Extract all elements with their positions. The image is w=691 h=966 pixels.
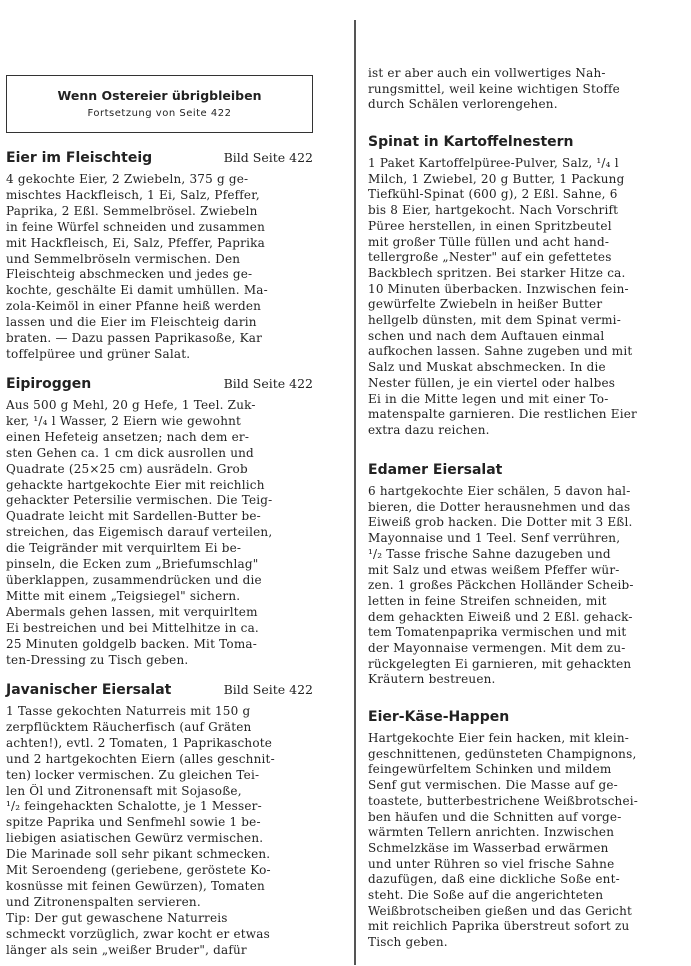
text-line: Senf gut vermischen. Die Masse auf ge- bbox=[368, 778, 618, 793]
text-line: sten Gehen ca. 1 cm dick ausrollen und bbox=[6, 445, 254, 460]
text-line: schen und nach dem Auftauen einmal bbox=[368, 328, 605, 343]
text-line: Backblech spritzen. Bei starker Hitze ca. bbox=[368, 265, 626, 280]
text-line: Salz und Muskat abschmecken. In die bbox=[368, 360, 606, 375]
text-line: Die Marinade soll sehr pikant schmecken. bbox=[6, 847, 271, 862]
text-line: in feine Würfel schneiden und zusammen bbox=[6, 219, 266, 234]
text-line: länger als sein „weißer Bruder", dafür bbox=[6, 942, 247, 957]
recipe-text bbox=[368, 484, 681, 688]
text-line: ¹/₂ feingehackten Schalotte, je 1 Messer- bbox=[6, 799, 262, 814]
box-subtitle: Fortsetzung von Seite 422 bbox=[87, 108, 232, 119]
text-line: der Mayonnaise vermengen. Mit dem zu- bbox=[368, 641, 626, 656]
recipe-title: Javanischer Eiersalat bbox=[6, 682, 172, 698]
text-line: Eiweiß grob hacken. Die Dotter mit 3 Eßl. bbox=[368, 515, 633, 530]
text-line: zen. 1 großes Päckchen Holländer Scheib- bbox=[368, 578, 634, 593]
text-line: Tiefkühl-Spinat (600 g), 2 Eßl. Sahne, 6 bbox=[368, 187, 618, 202]
text-line: ist er aber auch ein vollwertiges Nah- bbox=[368, 66, 606, 80]
text-line: 1 Paket Kartoffelpüree-Pulver, Salz, ¹/₄ l bbox=[368, 156, 619, 170]
text-line: ¹/₂ Tasse frische Sahne dazugeben und bbox=[368, 546, 611, 561]
text-line: streichen, das Eigemisch darauf verteilen, bbox=[6, 525, 273, 540]
recipe-text bbox=[368, 156, 681, 439]
text-line: zerpflücktem Räucherfisch (auf Gräten bbox=[6, 719, 252, 734]
text-line: 10 Minuten überbacken. Inzwischen fein- bbox=[368, 281, 629, 296]
text-line: kochte, geschälte Ei damit umhüllen. Ma- bbox=[6, 283, 268, 298]
text-line: 1 Tasse gekochten Naturreis mit 150 g bbox=[6, 704, 251, 718]
text-line: tem Tomatenpaprika vermischen und mit bbox=[368, 625, 627, 640]
text-line: kosnüsse mit feinen Gewürzen), Tomaten bbox=[6, 878, 265, 893]
text-line: matenspalte garnieren. Die restlichen Eier bbox=[368, 407, 637, 422]
picture-reference: Bild Seite 422 bbox=[223, 376, 313, 391]
text-line: Ei in die Mitte legen und mit einer To- bbox=[368, 391, 609, 406]
text-line: Ei bestreichen und bei Mittelhitze in ca. bbox=[6, 620, 259, 635]
text-line: Mit Seroendeng (geriebene, geröstete Ko- bbox=[6, 863, 271, 878]
text-line: bieren, die Dotter herausnehmen und das bbox=[368, 499, 631, 514]
text-line: gewürfelte Zwiebeln in heißer Butter bbox=[368, 297, 603, 312]
text-line: Quadrate (25×25 cm) ausrädeln. Grob bbox=[6, 461, 248, 476]
text-line: Paprika, 2 Eßl. Semmelbrösel. Zwiebeln bbox=[6, 203, 258, 218]
text-line: ker, ¹/₄ l Wasser, 2 Eiern wie gewohnt bbox=[6, 413, 242, 428]
recipe-text bbox=[368, 731, 681, 951]
text-line: Weißbrotscheiben gießen und das Gericht bbox=[368, 903, 633, 918]
text-line: durch Schälen verlorengehen. bbox=[368, 97, 558, 112]
column-divider bbox=[354, 20, 356, 965]
recipe-text bbox=[6, 704, 313, 959]
recipe-spinat-in-kartoffelnestern bbox=[368, 134, 681, 439]
text-line: Schmelzkäse im Wasserbad erwärmen bbox=[368, 840, 609, 855]
text-line: pinseln, die Ecken zum „Briefumschlag" bbox=[6, 557, 259, 572]
picture-reference: Bild Seite 422 bbox=[223, 150, 313, 165]
continued-text bbox=[368, 66, 681, 113]
text-line: liebigen asiatischen Gewürz vermischen. bbox=[6, 831, 264, 846]
text-line: lassen und die Eier im Fleischteig darin bbox=[6, 315, 257, 330]
text-line: schmeckt vorzüglich, zwar kocht er etwas bbox=[6, 926, 270, 941]
text-line: Nester füllen, je ein viertel oder halbes bbox=[368, 375, 616, 390]
text-line: wärmten Tellern anrichten. Inzwischen bbox=[368, 825, 615, 840]
text-line: 25 Minuten goldgelb backen. Mit Toma- bbox=[6, 636, 258, 651]
text-line: und Zitronenspalten servieren. bbox=[6, 894, 201, 909]
text-line: gehackter Petersilie vermischen. Die Teig- bbox=[6, 493, 273, 508]
text-line: len Öl und Zitronensaft mit Sojasoße, bbox=[6, 783, 242, 798]
text-line: geschnittenen, gedünsteten Champignons, bbox=[368, 746, 637, 761]
text-line: Tisch geben. bbox=[368, 935, 448, 950]
text-line: feingewürfeltem Schinken und mildem bbox=[368, 762, 612, 777]
text-line: mit reichlich Paprika überstreut sofort zu bbox=[368, 919, 630, 934]
text-line: und unter Rühren so viel frische Sahne bbox=[368, 856, 615, 871]
text-line: aufkochen lassen. Sahne zugeben und mit bbox=[368, 344, 633, 359]
recipe-title: Spinat in Kartoffelnestern bbox=[368, 134, 574, 150]
text-line: steht. Die Soße auf die angerichteten bbox=[368, 888, 604, 903]
text-line: mit Hackfleisch, Ei, Salz, Pfeffer, Paprika bbox=[6, 235, 265, 250]
box-title: Wenn Ostereier übrigbleiben bbox=[57, 88, 262, 103]
text-line: toastete, butterbestrichene Weißbrotschei- bbox=[368, 793, 639, 808]
recipe-text bbox=[6, 398, 313, 668]
text-line: achten!), evtl. 2 Tomaten, 1 Paprikaschote bbox=[6, 735, 273, 750]
text-line: letten in feine Streifen schneiden, mit bbox=[368, 593, 607, 608]
text-line: Kräutern bestreuen. bbox=[368, 672, 496, 687]
text-line: mit großer Tülle füllen und acht hand- bbox=[368, 234, 610, 249]
text-line: dem gehackten Eiweiß und 2 Eßl. gehack- bbox=[368, 609, 633, 624]
text-line: spitze Paprika und Senfmehl sowie 1 be- bbox=[6, 815, 261, 830]
text-line: mit Salz und etwas weißem Pfeffer wür- bbox=[368, 562, 620, 577]
text-line: gehackte hartgekochte Eier mit reichlich bbox=[6, 477, 265, 492]
recipe-edamer-eiersalat bbox=[368, 462, 681, 688]
recipe-title: Eipiroggen bbox=[6, 376, 92, 392]
picture-reference: Bild Seite 422 bbox=[223, 682, 313, 697]
text-line: Tip: Der gut gewaschene Naturreis bbox=[6, 910, 228, 925]
text-line: tellergroße „Nester" auf ein gefettetes bbox=[368, 250, 612, 265]
text-line: und Semmelbröseln vermischen. Den bbox=[6, 251, 241, 266]
text-line: Mayonnaise und 1 Teel. Senf verrühren, bbox=[368, 531, 621, 546]
recipe-javanischer-eiersalat bbox=[6, 682, 313, 959]
recipe-eier-im-fleischteig bbox=[6, 150, 313, 363]
recipe-title: Edamer Eiersalat bbox=[368, 462, 503, 478]
text-line: ben häufen und die Schnitten auf vorge- bbox=[368, 809, 622, 824]
text-line: ten-Dressing zu Tisch geben. bbox=[6, 652, 189, 667]
text-line: Milch, 1 Zwiebel, 20 g Butter, 1 Packung bbox=[368, 171, 625, 186]
text-line: 4 gekochte Eier, 2 Zwiebeln, 375 g ge- bbox=[6, 172, 249, 186]
recipe-eier-kaese-happen bbox=[368, 709, 681, 951]
text-line: Püree herstellen, in einen Spritzbeutel bbox=[368, 218, 612, 233]
text-line: Hartgekochte Eier fein hacken, mit klein- bbox=[368, 731, 630, 745]
recipe-text bbox=[6, 172, 313, 363]
text-line: Quadrate leicht mit Sardellen-Butter be- bbox=[6, 509, 261, 524]
text-line: mischtes Hackfleisch, 1 Ei, Salz, Pfeffer, bbox=[6, 187, 260, 202]
text-line: extra dazu reichen. bbox=[368, 422, 490, 437]
text-line: toffelpüree und grüner Salat. bbox=[6, 346, 191, 361]
text-line: 6 hartgekochte Eier schälen, 5 davon hal- bbox=[368, 484, 631, 498]
text-line: hellgelb dünsten, mit dem Spinat vermi- bbox=[368, 313, 621, 328]
text-line: und 2 hartgekochten Eiern (alles geschnit- bbox=[6, 751, 275, 766]
recipe-title: Eier im Fleischteig bbox=[6, 150, 153, 166]
text-line: Aus 500 g Mehl, 20 g Hefe, 1 Teel. Zuk- bbox=[6, 398, 256, 412]
text-line: Mitte mit einem „Teigsiegel" sichern. bbox=[6, 588, 241, 603]
text-line: rungsmittel, weil keine wichtigen Stoffe bbox=[368, 81, 620, 96]
text-line: Abermals gehen lassen, mit verquirltem bbox=[6, 604, 258, 619]
text-line: dazufügen, daß eine dickliche Soße ent- bbox=[368, 872, 620, 887]
continuation-box bbox=[6, 75, 313, 133]
text-line: überklappen, zusammendrücken und die bbox=[6, 572, 262, 587]
recipe-eipiroggen bbox=[6, 376, 313, 668]
text-line: Fleischteig abschmecken und jedes ge- bbox=[6, 267, 253, 282]
text-line: zola-Keimöl in einer Pfanne heiß werden bbox=[6, 299, 262, 314]
recipe-title: Eier-Käse-Happen bbox=[368, 709, 510, 725]
text-line: die Teigränder mit verquirltem Ei be- bbox=[6, 541, 242, 556]
text-line: rückgelegten Ei garnieren, mit gehackten bbox=[368, 656, 632, 671]
text-line: einen Hefeteig ansetzen; nach dem er- bbox=[6, 429, 250, 444]
text-line: bis 8 Eier, hartgekocht. Nach Vorschrift bbox=[368, 203, 619, 218]
text-line: ten) locker vermischen. Zu gleichen Tei- bbox=[6, 767, 260, 782]
text-line: braten. — Dazu passen Paprikasoße, Kar bbox=[6, 331, 263, 346]
